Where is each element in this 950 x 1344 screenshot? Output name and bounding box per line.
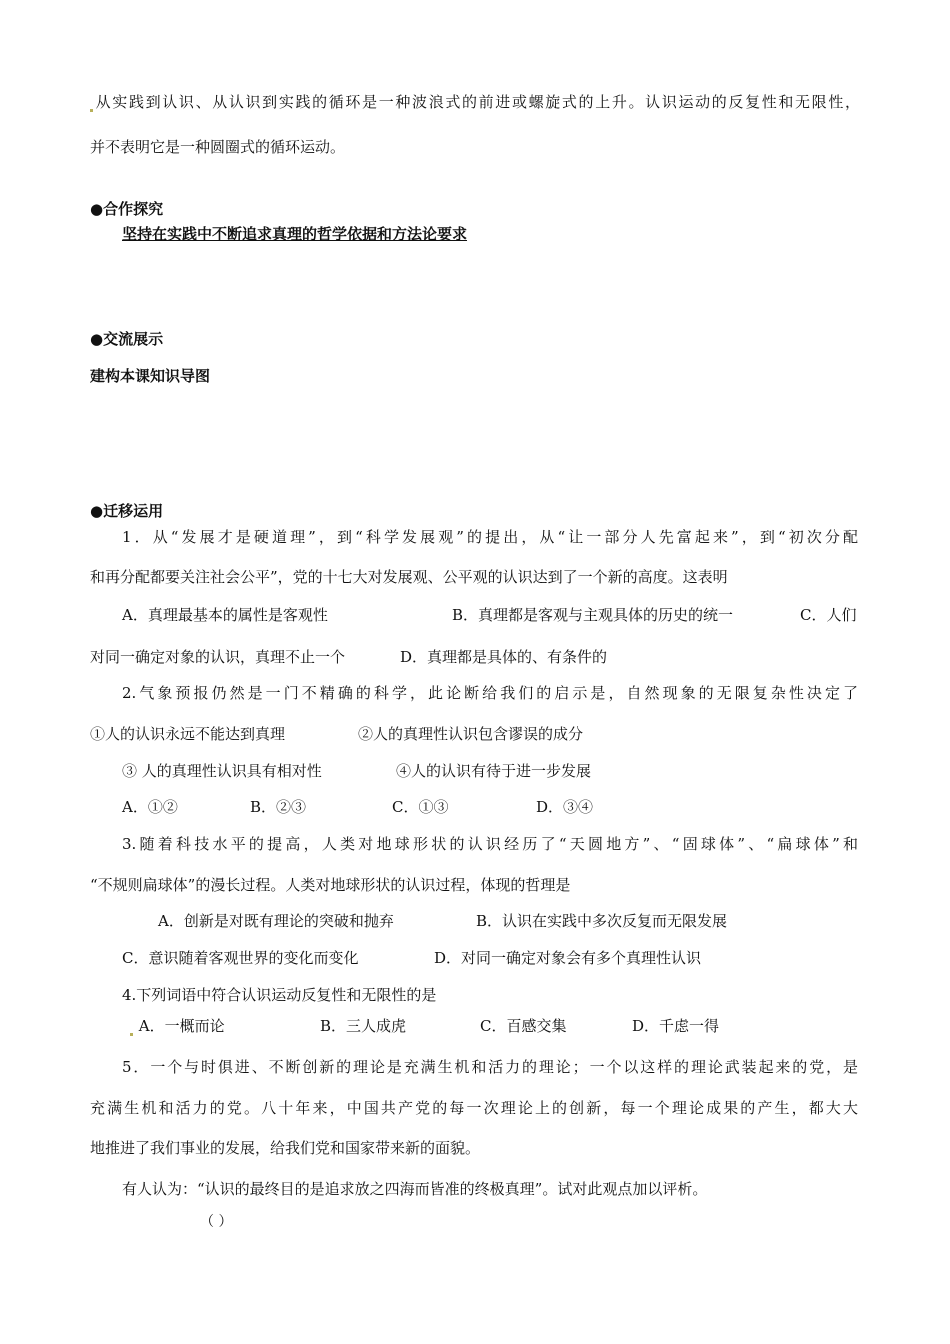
- q4-option-c: C．百感交集: [480, 1017, 567, 1035]
- q1-line-1: 1．从“发展才是硬道理”，到“科学发展观”的提出，从“让一部分人先富起来”，到“初次分配: [122, 528, 858, 546]
- section-exchange-heading: ●交流展示: [90, 330, 164, 348]
- q4-option-b: B．三人成虎: [320, 1017, 407, 1035]
- cooperate-topic: 坚持在实践中不断追求真理的哲学依据和方法论要求: [122, 225, 468, 243]
- q5-line-2: 充满生机和活力的党。八十年来，中国共产党的每一次理论上的创新，每一个理论成果的产生，都大大: [90, 1099, 858, 1117]
- q1-option-c-cont: 对同一确定对象的认识，真理不止一个: [90, 648, 346, 666]
- intro-line-1: [90, 92, 860, 112]
- q1-option-a: A．真理最基本的属性是客观性: [122, 606, 328, 624]
- section-cooperate-heading: ●合作探究: [90, 200, 164, 218]
- q2-statement-4: ④人的认识有待于进一步发展: [396, 762, 592, 780]
- q2-option-d: D．③④: [536, 798, 594, 816]
- q3-option-b: B．认识在实践中多次反复而无限发展: [476, 912, 728, 930]
- marker-dot: [130, 1033, 133, 1036]
- q1-line-2: 和再分配都要关注社会公平”，党的十七大对发展观、公平观的认识达到了一个新的高度。这表明: [90, 568, 728, 586]
- q2-statement-2: ②人的真理性认识包含谬误的成分: [358, 725, 584, 743]
- q3-option-a: A．创新是对既有理论的突破和抛弃: [158, 912, 394, 930]
- intro-line-2: 并不表明它是一种圆圈式的循环运动。: [90, 138, 346, 156]
- q4-option-a-wrap: [130, 1016, 225, 1036]
- q2-option-a: A．①②: [122, 798, 178, 816]
- q5-line-3: 地推进了我们事业的发展，给我们党和国家带来新的面貌。: [90, 1139, 481, 1157]
- q3-line-1: 3.随着科技水平的提高，人类对地球形状的认识经历了“天圆地方”、“固球体”、“扁球体”和: [122, 835, 858, 853]
- mindmap-heading: 建构本课知识导图: [90, 367, 211, 385]
- q2-option-c: C．①③: [392, 798, 449, 816]
- q1-option-c: C．人们: [800, 606, 857, 624]
- answer-blank[interactable]: （ ）: [200, 1214, 233, 1230]
- q5-line-4: 有人认为：“认识的最终目的是追求放之四海而皆准的终极真理”。试对此观点加以评析。: [122, 1180, 708, 1198]
- q4-option-d: D．千虑一得: [632, 1017, 720, 1035]
- q2-line-1: 2.气象预报仍然是一门不精确的科学，此论断给我们的启示是，自然现象的无限复杂性决定了: [122, 684, 858, 702]
- q1-option-d: D．真理都是具体的、有条件的: [400, 648, 608, 666]
- section-apply-heading: ●迁移运用: [90, 502, 164, 520]
- q3-line-2: “不规则扁球体”的漫长过程。人类对地球形状的认识过程，体现的哲理是: [90, 876, 571, 894]
- q2-option-b: B．②③: [250, 798, 307, 816]
- q2-statement-1: ①人的认识永远不能达到真理: [90, 725, 286, 743]
- q5-line-1: 5．一个与时俱进、不断创新的理论是充满生机和活力的理论；一个以这样的理论武装起来的党，是: [122, 1058, 858, 1076]
- q3-option-c: C．意识随着客观世界的变化而变化: [122, 949, 359, 967]
- q3-option-d: D．对同一确定对象会有多个真理性认识: [434, 949, 702, 967]
- q4-option-a: A．一概而论: [138, 1017, 225, 1035]
- q1-option-b: B．真理都是客观与主观具体的历史的统一: [452, 606, 734, 624]
- intro-text-1: 从实践到认识、从认识到实践的循环是一种波浪式的前进或螺旋式的上升。认识运动的反复性和无限性，: [94, 93, 860, 111]
- marker-dot: [90, 109, 93, 112]
- q4-line-1: 4.下列词语中符合认识运动反复性和无限性的是: [122, 986, 437, 1004]
- q2-statement-3: ③ 人的真理性认识具有相对性: [122, 762, 322, 780]
